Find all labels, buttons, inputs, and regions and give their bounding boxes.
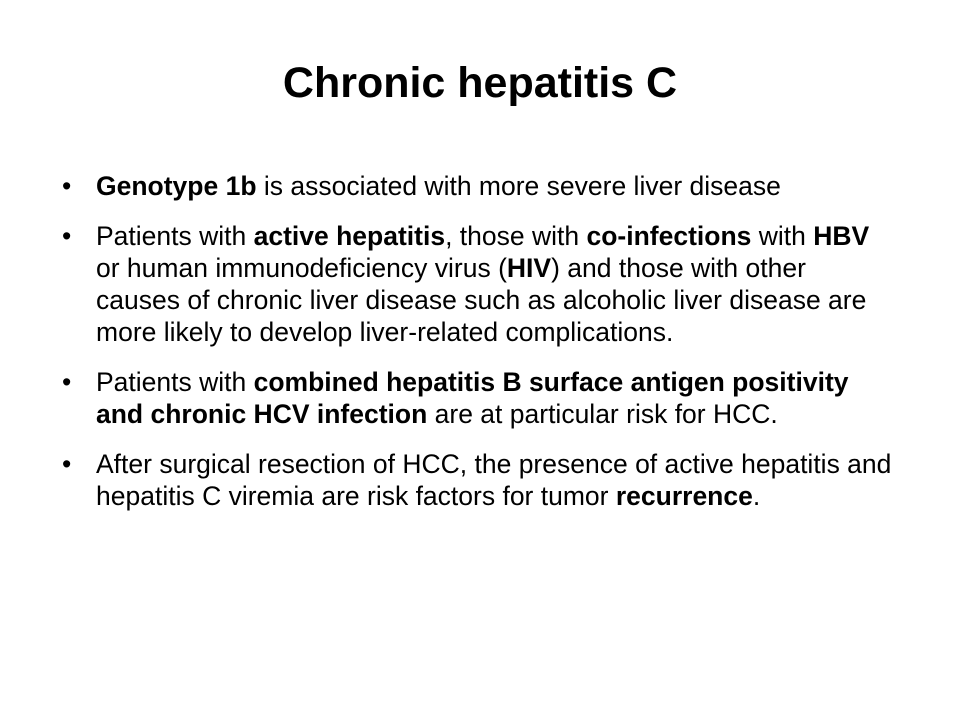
bullet-text — [96, 367, 849, 429]
bullet-text-segment: are at particular risk for HCC. — [427, 399, 778, 429]
bullet-item — [62, 220, 892, 348]
bullet-text-segment: with — [751, 221, 814, 251]
bullet-text-bold: recurrence — [615, 481, 753, 511]
bullet-text — [96, 221, 869, 347]
bullet-text-segment: , those with — [445, 221, 587, 251]
bullet-text-segment: . — [752, 481, 761, 511]
bullet-item — [62, 170, 892, 202]
bullet-text — [96, 171, 781, 201]
bullet-text-bold: HIV — [506, 253, 552, 283]
bullet-dot-icon: • — [62, 171, 72, 201]
slide-title: Chronic hepatitis C — [282, 59, 678, 107]
bullet-text — [96, 449, 891, 511]
bullet-text-bold: active hepatitis — [253, 221, 446, 251]
bullet-list — [62, 170, 892, 530]
bullet-item — [62, 448, 892, 512]
bullet-dot-icon: • — [62, 367, 72, 397]
bullet-dot-icon: • — [62, 221, 72, 251]
bullet-text-bold: combined hepatitis B surface antigen positivity and chronic HCV infection — [96, 367, 849, 429]
bullet-text-bold: HBV — [813, 221, 870, 251]
bullet-text-segment: Patients with — [96, 221, 254, 251]
bullet-text-bold: co-infections — [586, 221, 752, 251]
bullet-item — [62, 366, 892, 430]
bullet-text-segment: After surgical resection of HCC, the presence of active hepatitis and hepatitis C viremia are risk factors for tumor — [96, 449, 892, 511]
bullet-text-segment: is associated with more severe liver disease — [256, 171, 781, 201]
bullet-text-segment: Patients with — [96, 367, 254, 397]
bullet-text-bold: Genotype 1b — [96, 171, 257, 201]
bullet-text-segment: ) and those with other causes of chronic liver disease such as alcoholic liver disease are more likely to develop liver-related complications. — [96, 253, 867, 347]
bullet-dot-icon: • — [62, 449, 72, 479]
bullet-text-segment: or human immunodeficiency virus ( — [96, 253, 507, 283]
